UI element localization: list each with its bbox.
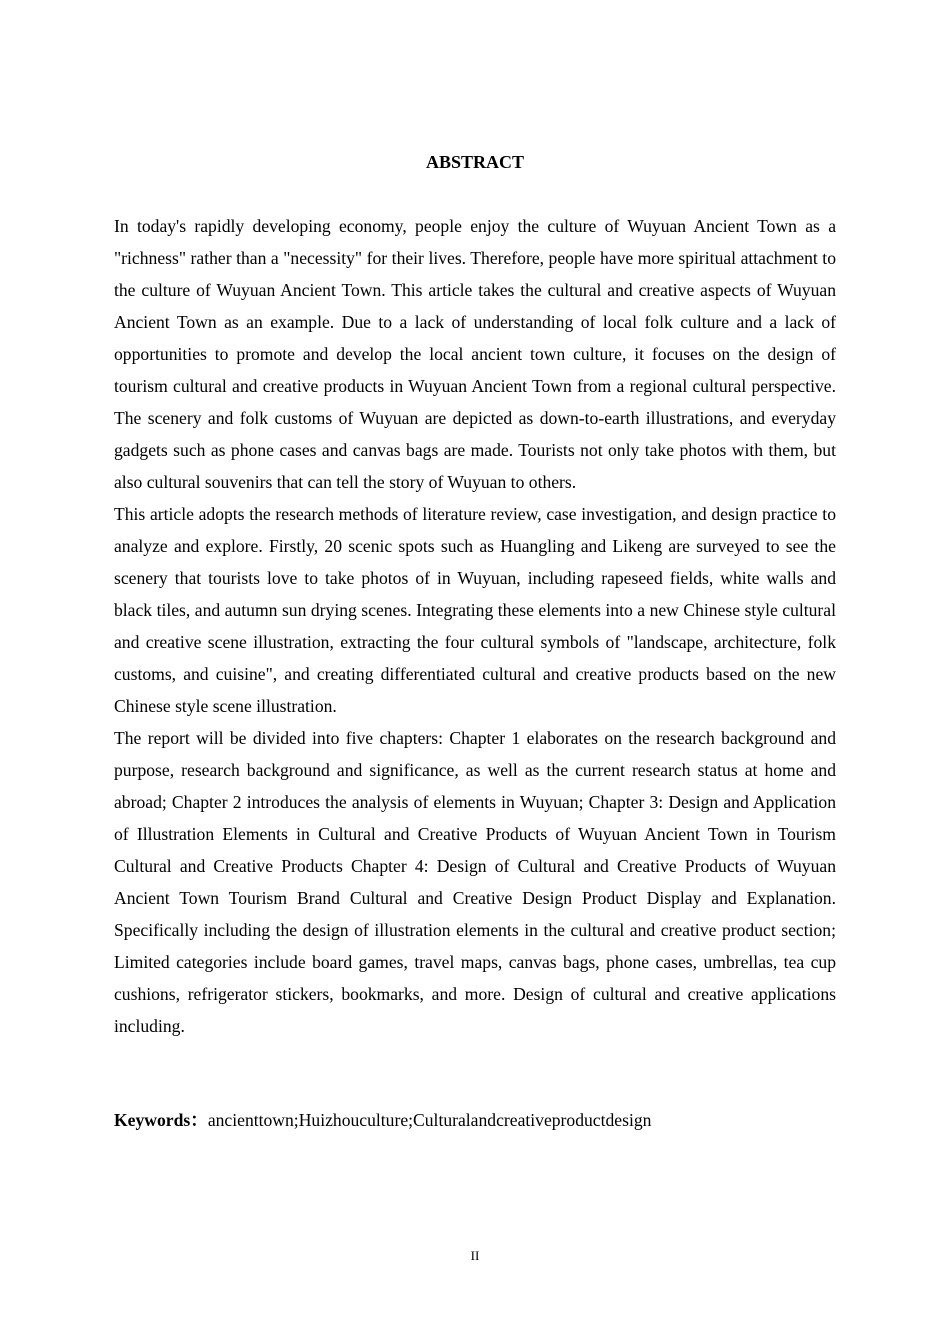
abstract-paragraph-1: In today's rapidly developing economy, people enjoy the culture of Wuyuan Ancient Town as a "richness" rather than a "necessity" for their lives. Therefore, people have more spiritual attachment to the culture of Wuyuan Ancient Town. This article takes the cultural and creative aspects of Wuyuan Ancient Town as an example. Due to a lack of understanding of local folk culture and a lack of opportunities to promote and develop the local ancient town culture, it focuses on the design of tourism cultural and creative products in Wuyuan Ancient Town from a regional cultural perspective. The scenery and folk customs of Wuyuan are depicted as down-to-earth illustrations, and everyday gadgets such as phone cases and canvas bags are made. Tourists not only take photos with them, but also cultural souvenirs that can tell the story of Wuyuan to others. — [114, 216, 836, 492]
keywords-line — [114, 1104, 836, 1136]
abstract-paragraph-3: The report will be divided into five chapters: Chapter 1 elaborates on the research background and purpose, research background and significance, as well as the current research status at home and abroad; Chapter 2 introduces the analysis of elements in Wuyuan; Chapter 3: Design and Application of Illustration Elements in Cultural and Creative Products of Wuyuan Ancient Town in Tourism Cultural and Creative Products Chapter 4: Design of Cultural and Creative Products of Wuyuan Ancient Town Tourism Brand Cultural and Creative Design Product Display and Explanation. Specifically including the design of illustration elements in the cultural and creative product section; Limited categories include board games, travel maps, canvas bags, phone cases, umbrellas, tea cup cushions, refrigerator stickers, bookmarks, and more. Design of cultural and creative applications including. — [114, 728, 836, 1036]
page-number: II — [470, 1248, 480, 1263]
keywords-label: Keywords： — [114, 1110, 208, 1130]
abstract-paragraph-2: This article adopts the research methods of literature review, case investigation, and design practice to analyze and explore. Firstly, 20 scenic spots such as Huangling and Likeng are surveyed to see the scenery that tourists love to take photos of in Wuyuan, including rapeseed fields, white walls and black tiles, and autumn sun drying scenes. Integrating these elements into a new Chinese style cultural and creative scene illustration, extracting the four cultural symbols of "landscape, architecture, folk customs, and cuisine", and creating differentiated cultural and creative products based on the new Chinese style scene illustration. — [114, 504, 836, 716]
keywords-value: ancienttown;Huizhouculture;Culturalandcreativeproductdesign — [207, 1110, 652, 1130]
abstract-body — [114, 210, 836, 1042]
abstract-title: ABSTRACT — [425, 152, 525, 172]
